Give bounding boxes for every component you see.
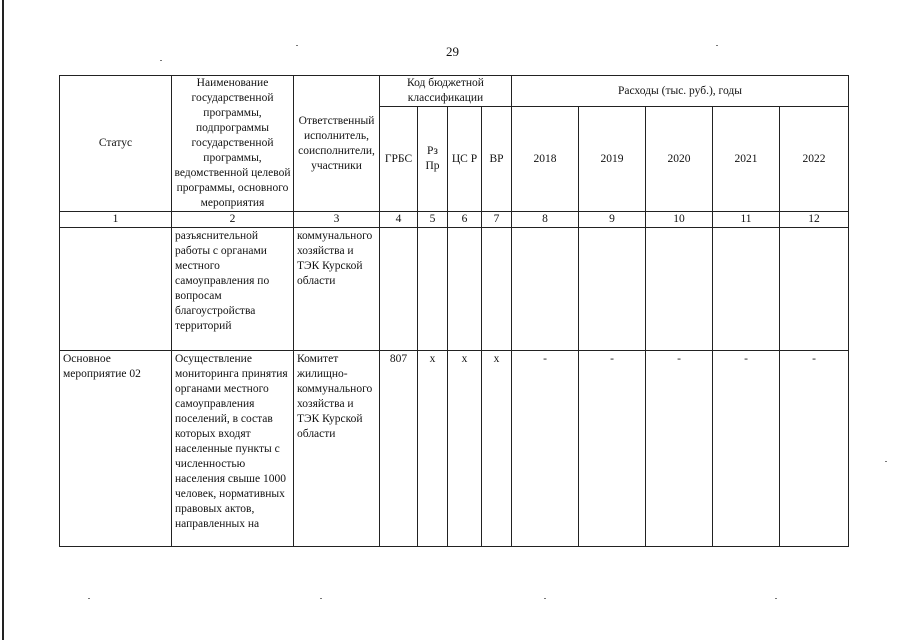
cell-year-value: - xyxy=(646,351,713,547)
column-number: 1 xyxy=(60,212,172,228)
column-number: 9 xyxy=(579,212,646,228)
cell-status xyxy=(60,228,172,351)
header-grbs: ГРБС xyxy=(380,107,418,212)
header-executor: Ответственный исполнитель, соисполнители, участники xyxy=(294,76,380,212)
header-rzpr: Рз Пр xyxy=(418,107,448,212)
cell-year-value xyxy=(780,228,849,351)
cell-rzpr xyxy=(418,228,448,351)
page-edge-rule xyxy=(2,0,4,640)
column-number: 5 xyxy=(418,212,448,228)
header-year: 2022 xyxy=(780,107,849,212)
scan-speck xyxy=(716,45,718,46)
header-year: 2021 xyxy=(713,107,780,212)
scan-speck xyxy=(88,598,90,599)
scan-speck xyxy=(775,598,777,599)
table-row xyxy=(60,228,849,351)
scan-speck xyxy=(320,598,322,599)
column-number: 2 xyxy=(172,212,294,228)
cell-year-value: - xyxy=(512,351,579,547)
column-number: 8 xyxy=(512,212,579,228)
header-status: Статус xyxy=(60,76,172,212)
header-expenses: Расходы (тыс. руб.), годы xyxy=(512,76,849,107)
scan-speck xyxy=(296,45,298,46)
scan-speck xyxy=(544,598,546,599)
cell-year-value: - xyxy=(713,351,780,547)
cell-status: Основное мероприятие 02 xyxy=(60,351,172,547)
cell-year-value xyxy=(646,228,713,351)
cell-year-value xyxy=(579,228,646,351)
cell-year-value: - xyxy=(780,351,849,547)
header-csr: ЦС Р xyxy=(448,107,482,212)
cell-program-name: разъяснительной работы с органами местного самоуправления по вопросам благоустройства территорий xyxy=(172,228,294,351)
cell-year-value xyxy=(713,228,780,351)
header-vr: ВР xyxy=(482,107,512,212)
cell-program-name: Осуществление мониторинга принятия органами местного самоуправления поселений, в состав которых входят населенные пункты с численностью населения свыше 1000 человек, нормативных правовых актов, направленных на xyxy=(172,351,294,547)
cell-grbs xyxy=(380,228,418,351)
cell-grbs: 807 xyxy=(380,351,418,547)
column-number: 6 xyxy=(448,212,482,228)
page-number: 29 xyxy=(446,44,459,59)
column-number-row xyxy=(60,212,849,228)
cell-rzpr: х xyxy=(418,351,448,547)
column-number: 3 xyxy=(294,212,380,228)
header-year: 2018 xyxy=(512,107,579,212)
column-number: 4 xyxy=(380,212,418,228)
header-row-1 xyxy=(60,76,849,107)
cell-csr: х xyxy=(448,351,482,547)
scan-speck xyxy=(885,461,887,462)
budget-table xyxy=(59,75,849,547)
cell-executor: Комитет жилищно-коммунального хозяйства и ТЭК Курской области xyxy=(294,351,380,547)
cell-vr: х xyxy=(482,351,512,547)
column-number: 10 xyxy=(646,212,713,228)
column-number: 12 xyxy=(780,212,849,228)
header-program-name: Наименование государственной программы, подпрограммы государственной программы, ведомственной целевой программы, основного мероприятия xyxy=(172,76,294,212)
cell-year-value: - xyxy=(579,351,646,547)
scan-speck xyxy=(160,60,162,61)
cell-year-value xyxy=(512,228,579,351)
header-year: 2019 xyxy=(579,107,646,212)
cell-executor: коммунального хозяйства и ТЭК Курской области xyxy=(294,228,380,351)
column-number: 7 xyxy=(482,212,512,228)
cell-vr xyxy=(482,228,512,351)
header-budget-code: Код бюджетной классификации xyxy=(380,76,512,107)
column-number: 11 xyxy=(713,212,780,228)
table-row xyxy=(60,351,849,547)
header-year: 2020 xyxy=(646,107,713,212)
cell-csr xyxy=(448,228,482,351)
